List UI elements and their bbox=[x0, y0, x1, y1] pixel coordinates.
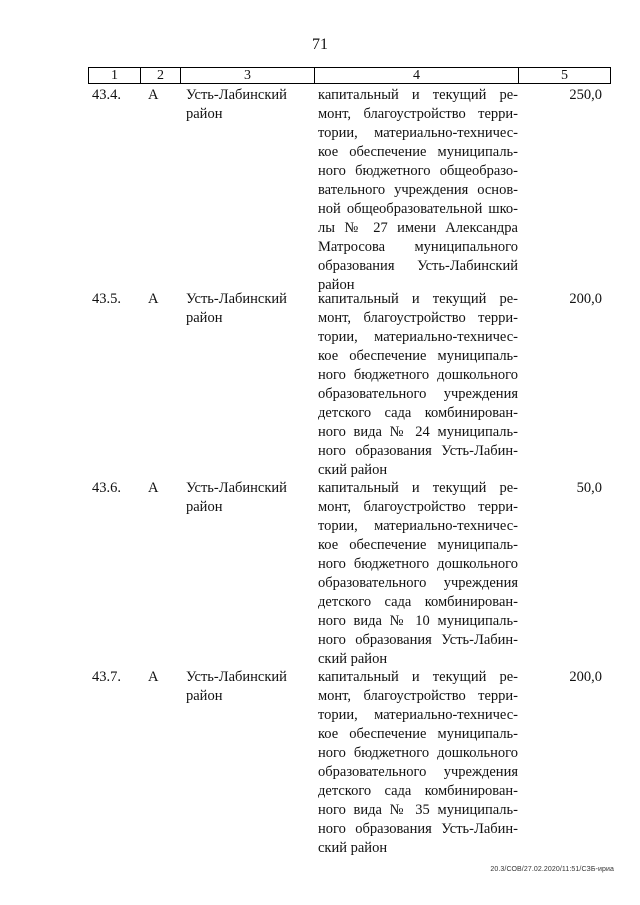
description-line: тории, материально-техничес- bbox=[318, 329, 518, 345]
description-line: ного бюджетного общеобразо- bbox=[318, 163, 518, 179]
table-header bbox=[88, 67, 611, 84]
row-district bbox=[186, 86, 306, 124]
description-line: ной общеобразовательной шко- bbox=[318, 201, 518, 217]
description-line: ного образования Усть-Лабин- bbox=[318, 821, 518, 837]
row-code: А bbox=[148, 480, 159, 496]
description-line: капитальный и текущий ре- bbox=[318, 480, 518, 496]
row-amount: 250,0 bbox=[569, 87, 602, 103]
column-header-5: 5 bbox=[519, 68, 611, 84]
description-line: ного вида № 35 муниципаль- bbox=[318, 802, 518, 818]
column-header-1: 1 bbox=[89, 68, 141, 84]
district-line: Усть-Лабинский bbox=[186, 291, 287, 307]
description-line: ский район bbox=[318, 462, 388, 478]
district-line: район bbox=[186, 499, 223, 515]
row-number: 43.5. bbox=[92, 291, 121, 307]
row-code: А bbox=[148, 669, 159, 685]
row-amount: 50,0 bbox=[576, 480, 602, 496]
description-line: ного вида № 10 муниципаль- bbox=[318, 613, 518, 629]
description-line: ного вида № 24 муниципаль- bbox=[318, 424, 518, 440]
district-line: район bbox=[186, 688, 223, 704]
description-line: образования Усть-Лабинский bbox=[318, 258, 518, 274]
description-line: кое обеспечение муниципаль- bbox=[318, 348, 518, 364]
row-code: А bbox=[148, 291, 159, 307]
district-line: район bbox=[186, 106, 223, 122]
footer-stamp: 20.3/СОВ/27.02.2020/11:51/СЗБ-ириа bbox=[490, 866, 614, 873]
row-number: 43.6. bbox=[92, 480, 121, 496]
description-line: Матросова муниципального bbox=[318, 239, 518, 255]
page-number: 71 bbox=[312, 36, 328, 53]
description-line: тории, материально-техничес- bbox=[318, 518, 518, 534]
description-line: образовательного учреждения bbox=[318, 764, 518, 780]
description-line: капитальный и текущий ре- bbox=[318, 669, 518, 685]
description-line: ного бюджетного дошкольного bbox=[318, 556, 518, 572]
row-description bbox=[318, 86, 518, 295]
column-header-3: 3 bbox=[181, 68, 315, 84]
description-line: ного бюджетного дошкольного bbox=[318, 367, 518, 383]
description-line: тории, материально-техничес- bbox=[318, 707, 518, 723]
description-line: капитальный и текущий ре- bbox=[318, 87, 518, 103]
description-line: район bbox=[318, 277, 355, 293]
description-line: образовательного учреждения bbox=[318, 386, 518, 402]
description-line: вательного учреждения основ- bbox=[318, 182, 518, 198]
row-description bbox=[318, 290, 518, 480]
row-district bbox=[186, 668, 306, 706]
description-line: тории, материально-техничес- bbox=[318, 125, 518, 141]
row-number: 43.4. bbox=[92, 87, 121, 103]
description-line: монт, благоустройство терри- bbox=[318, 106, 518, 122]
description-line: кое обеспечение муниципаль- bbox=[318, 537, 518, 553]
description-line: детского сада комбинирован- bbox=[318, 405, 518, 421]
row-description bbox=[318, 668, 518, 858]
description-line: лы № 27 имени Александра bbox=[318, 220, 518, 236]
description-line: монт, благоустройство терри- bbox=[318, 688, 518, 704]
description-line: кое обеспечение муниципаль- bbox=[318, 144, 518, 160]
description-line: ский район bbox=[318, 651, 388, 667]
column-header-2: 2 bbox=[141, 68, 181, 84]
row-district bbox=[186, 290, 306, 328]
description-line: монт, благоустройство терри- bbox=[318, 499, 518, 515]
district-line: район bbox=[186, 310, 223, 326]
row-amount: 200,0 bbox=[569, 669, 602, 685]
column-header-4: 4 bbox=[315, 68, 519, 84]
description-line: ного образования Усть-Лабин- bbox=[318, 632, 518, 648]
row-amount: 200,0 bbox=[569, 291, 602, 307]
description-line: детского сада комбинирован- bbox=[318, 594, 518, 610]
description-line: образовательного учреждения bbox=[318, 575, 518, 591]
row-code: А bbox=[148, 87, 159, 103]
district-line: Усть-Лабинский bbox=[186, 480, 287, 496]
description-line: ский район bbox=[318, 840, 388, 856]
description-line: капитальный и текущий ре- bbox=[318, 291, 518, 307]
district-line: Усть-Лабинский bbox=[186, 87, 287, 103]
row-description bbox=[318, 479, 518, 669]
row-number: 43.7. bbox=[92, 669, 121, 685]
description-line: монт, благоустройство терри- bbox=[318, 310, 518, 326]
row-district bbox=[186, 479, 306, 517]
district-line: Усть-Лабинский bbox=[186, 669, 287, 685]
description-line: детского сада комбинирован- bbox=[318, 783, 518, 799]
description-line: кое обеспечение муниципаль- bbox=[318, 726, 518, 742]
description-line: ного бюджетного дошкольного bbox=[318, 745, 518, 761]
description-line: ного образования Усть-Лабин- bbox=[318, 443, 518, 459]
